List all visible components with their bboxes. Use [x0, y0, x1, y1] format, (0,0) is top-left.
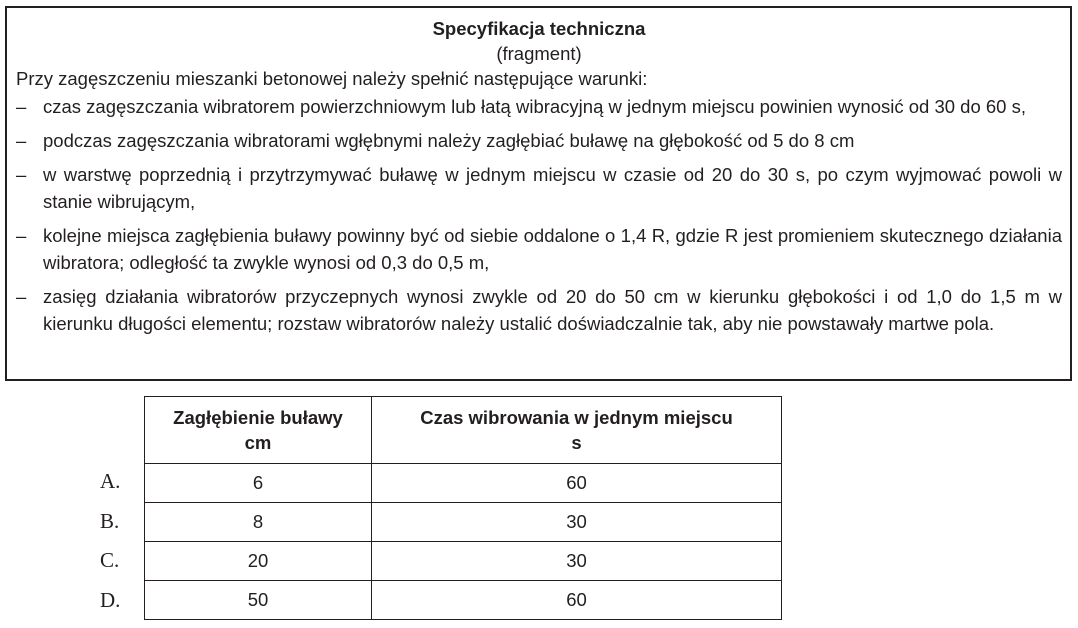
dash-bullet: –	[16, 130, 27, 151]
depth-cell: 8	[145, 503, 372, 542]
option-b-label[interactable]: B.	[100, 508, 120, 533]
header-time-title: Czas wibrowania w jednym miejscu	[420, 407, 733, 428]
spec-intro: Przy zagęszczeniu mieszanki betonowej należy spełnić następujące warunki:	[16, 68, 648, 89]
dash-bullet: –	[16, 286, 27, 307]
list-item-text: zasięg działania wibratorów przyczepnych wynosi zwykle od 20 do 50 cm w kierunku głębokości i od 1,0 do 1,5 m w kierunku długości elementu; rozstaw wibratorów należy ustalić doświadczalnie tak, aby nie powstawały martwe pola.	[43, 286, 1062, 334]
answer-options	[100, 463, 140, 621]
dash-bullet: –	[16, 225, 27, 246]
table-row[interactable]	[145, 542, 782, 581]
option-a-label[interactable]: A.	[100, 469, 121, 493]
header-time-unit: s	[571, 432, 582, 453]
table-row[interactable]	[145, 503, 782, 542]
depth-cell: 6	[145, 464, 372, 503]
list-item	[16, 283, 1062, 337]
spec-subtitle: (fragment)	[496, 43, 582, 64]
list-item-text: kolejne miejsca zagłębienia buławy powinny być od siebie oddalone o 1,4 R, gdzie R jest promieniem skutecznego działania wibratora; odległość ta zwykle wynosi od 0,3 do 0,5 m,	[43, 225, 1062, 273]
time-cell: 30	[372, 503, 782, 542]
header-depth-title: Zagłębienie buławy	[173, 407, 343, 428]
option-c-label[interactable]: C.	[100, 548, 120, 572]
table-row[interactable]	[145, 464, 782, 503]
option-d-label[interactable]: D.	[100, 587, 121, 612]
header-depth-unit: cm	[244, 432, 272, 453]
depth-cell: 50	[145, 581, 372, 620]
header-depth	[145, 397, 372, 464]
time-cell: 60	[372, 581, 782, 620]
table-row[interactable]	[145, 581, 782, 620]
list-item-text: podczas zagęszczania wibratorami wgłębnymi należy zagłębiać buławę na głębokość od 5 do 8 cm	[43, 130, 855, 151]
list-item	[16, 161, 1062, 215]
list-item	[16, 93, 1062, 120]
dash-bullet: –	[16, 96, 27, 117]
list-item-text: czas zagęszczania wibratorem powierzchniowym lub łatą wibracyjną w jednym miejscu powinien wynosić od 30 do 60 s,	[43, 96, 1027, 117]
list-item-text: w warstwę poprzednią i przytrzymywać buławę w jednym miejscu w czasie od 20 do 30 s, po czym wyjmować powoli w stanie wibrującym,	[43, 164, 1062, 212]
answer-table	[144, 396, 782, 620]
spec-conditions-list	[16, 93, 1062, 337]
specification-box	[5, 6, 1072, 381]
spec-title: Specyfikacja techniczna	[432, 18, 646, 39]
list-item	[16, 127, 1062, 154]
dash-bullet: –	[16, 164, 27, 185]
time-cell: 60	[372, 464, 782, 503]
header-time	[372, 397, 782, 464]
list-item	[16, 222, 1062, 276]
table-header-row	[145, 397, 782, 464]
time-cell: 30	[372, 542, 782, 581]
depth-cell: 20	[145, 542, 372, 581]
